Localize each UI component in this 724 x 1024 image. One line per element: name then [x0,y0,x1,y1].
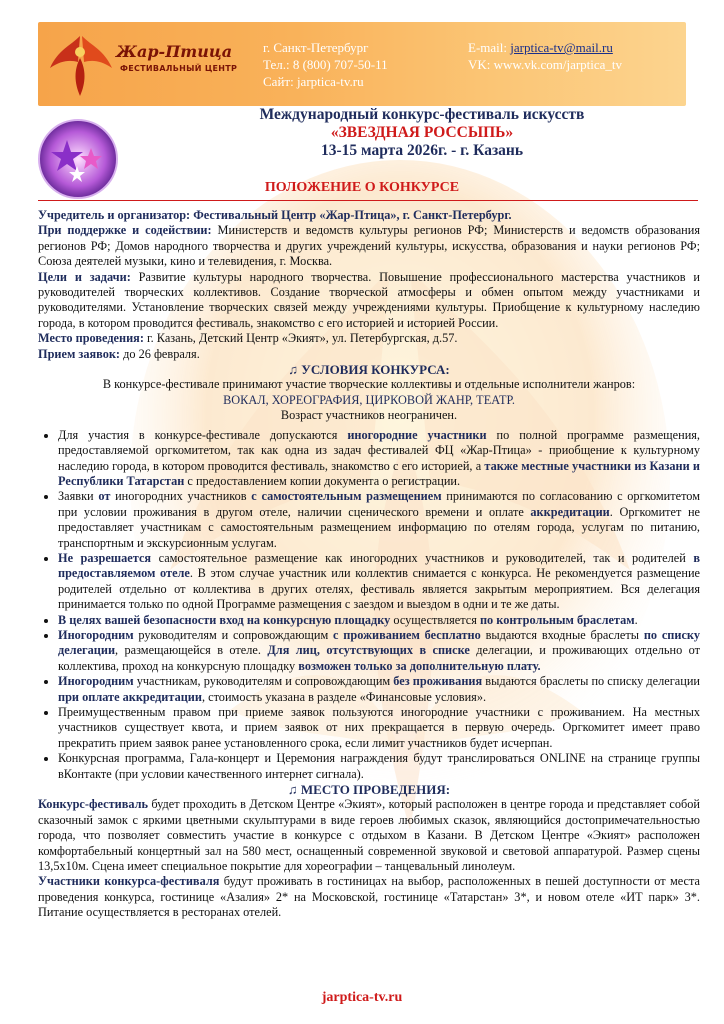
venue-paragraph-2 [38,874,700,920]
vk-link[interactable]: VK: www.vk.com/jarptica_tv [468,57,623,72]
site-text[interactable]: Сайт: jarptica-tv.ru [263,74,364,89]
text: с предоставлением копии документа о регистрации. [184,473,461,488]
bold-text: в предоставляемом отеле [58,550,700,581]
list-item [58,751,700,782]
logo-title: Жар-Птица [116,42,233,61]
text: выдаются входные браслеты [480,627,644,642]
conditions-list [38,428,700,782]
deadline-line [38,347,700,362]
list-item [58,628,700,674]
bold-text: Для лиц, отсутствующих в списке [267,643,470,658]
list-item [58,489,700,551]
text: самостоятельное размещение как иногородних участников и руководителей, так и родителей [151,550,694,565]
text: руководителям и сопровождающим [133,627,334,642]
text: . [634,612,638,627]
venue-heading: ♫ МЕСТО ПРОВЕДЕНИЯ: [287,782,451,798]
bold-text: с проживанием бесплатно [333,627,481,642]
text: делегации, и проживающих отдельно от коллектива, проход на конкурсную площадку [58,643,701,673]
contact-left [263,39,388,90]
text: Для участия в конкурсе-фестивале допускаются [58,427,348,442]
footer-site-link[interactable]: jarptica-tv.ru [321,990,403,1005]
bold-text: В целях вашей безопасности вход на конкурсную площадку [58,612,391,627]
festival-title [120,106,724,160]
text: , размещающейся в отеле. [115,643,268,658]
venue-p2-text: будут проживать в гостиницах на выбор, расположенных в пешей доступности от места проведения конкурса, гостинице «Азалия» 2* на Московской, гостинице «Татарстан» 3*, и новом отеле «ИТ парк» 3*. Питание осуществляется в ресторанах отелей. [38,874,700,920]
goals-label: Цели и задачи: [38,269,131,284]
city-text: г. Санкт-Петербург [263,40,369,55]
bold-text: Иногородним [58,627,134,642]
bold-text: без проживания [393,674,483,689]
age-note: Возраст участников неограничен. [280,408,458,423]
contact-right [468,39,622,73]
text: участникам, руководителям и сопровождающим [133,674,394,689]
bold-text: иногородние участники [347,427,487,442]
support-paragraph [38,223,700,269]
venue-text: г. Казань, Детский Центр «Экият», ул. Петербургская, д.57. [143,331,458,346]
venue-line [38,331,700,346]
text: выдаются браслеты по списку делегации [482,674,700,689]
list-item [58,674,700,705]
goals-text: Развитие культуры народного творчества. Повышение профессионального мастерства участников и руководителей творческих коллективов. Создание творческой атмосферы и обмен опытом между участниками и руководителями. Установление творческих связей между учреждениями культуры. Приобщение к культурному наследию города, в котором проводится фестиваль, знакомство с его историей и историей России. [38,269,700,330]
venue-p2-label: Участники конкурса-фестиваля [38,874,220,889]
venue-p1-label: Конкурс-фестиваль [38,797,148,812]
text: принимаются по согласованию с оргкомитетом при условии проживания в другом отеле, наличии сценического времени и оплате [58,489,700,519]
document-body [38,208,700,921]
text: . Оргкомитет не предоставляет участникам с самостоятельным размещением информацию по отелям города, услугам по питанию, транспортным и экскурсионным услугам. [58,504,700,550]
bold-text: аккредитации [530,504,610,519]
text: . В этом случае участник или коллектив снимается с конкурса. Не рекомендуется размещение родителей отдельно от коллектива в других отелях, фестиваль является закрытым мероприятием. Вся делегация принимается только по одной Программе размещения с заездом и выездом в одни и те же даты. [58,566,700,612]
deadline-text: до 26 февраля. [120,346,200,361]
list-item [58,705,700,751]
email-line [468,39,622,56]
email-link[interactable]: jarptica-tv@mail.ru [510,40,613,55]
title-line-2: «ЗВЕЗДНАЯ РОССЫПЬ» [330,124,514,141]
venue-p1-text: будет проходить в Детском Центре «Экият», который расположен в центре города и представляет собой сказочный замок с яркими цветными скульптурами в виде героев любимых сказок, являющийся достопримечательностью города, что позволяет совместить участие в конкурсе с отдыхом в Казани. В Детском Центре «Экият» расположен комфортабельный концертный зал на 580 мест, оснащенный современной звуковой и световой аппаратурой. Размер сцены 13,5х10м. Сцена имеет специальное покрытие для хореографии – танцевальный линолеум. [38,797,700,874]
header-banner [38,22,686,106]
phone-text: Тел.: 8 (800) 707-50-11 [263,57,388,72]
title-line-1: Международный конкурс-фестиваль искусств [259,106,585,123]
conditions-intro: В конкурсе-фестивале принимают участие творческие коллективы и отдельные исполнители жанров: [102,377,636,392]
bold-text: при оплате аккредитации [58,689,202,704]
text: Преимущественным правом при приеме заявок пользуются иногородние участники с проживанием. На местных участников существует квота, и прием заявок от них прекращается в первую очередь. Оргкомитет имеет право прекратить прием заявок ранее установленного срока, если лимит участников будет исчерпан. [58,705,700,750]
goals-paragraph [38,270,700,332]
firebird-logo-icon [44,28,116,100]
bold-text: возможен только за дополнительную плату. [298,658,541,673]
text: иногородних участников [110,489,252,504]
conditions-heading: ♫ УСЛОВИЯ КОНКУРСА: [288,362,450,378]
bold-text: также местные участники из Казани и Республики Татарстан [58,458,701,488]
text: , стоимость указана в разделе «Финансовые условия». [201,689,487,704]
bold-text: Иногородним [58,674,134,689]
venue-label: Место проведения: [38,331,144,346]
bold-text: с самостоятельным размещением [251,489,442,504]
support-label: При поддержке и содействии: [38,223,212,238]
genres-list: ВОКАЛ, ХОРЕОГРАФИЯ, ЦИРКОВОЙ ЖАНР, ТЕАТР. [223,392,515,407]
list-item [58,551,700,613]
founder-line [38,208,700,223]
bold-text: по контрольным браслетам [479,612,635,627]
email-label: E-mail: [468,40,511,55]
title-line-3: 13-15 марта 2026г. - г. Казань [320,142,524,159]
support-text: Министерств и ведомств культуры регионов РФ; Министерств и ведомств образования регионов РФ; Домов народного творчества и других учреждений культуры, искусства, образования и науки регионов РФ; Союза деятелей музыки, кино и телевидения, г. Москва. [38,223,700,269]
list-item [58,428,700,490]
text: осуществляется [390,612,480,627]
venue-paragraph-1 [38,797,700,874]
bold-text: по списку делегации [58,627,700,658]
divider [38,200,698,201]
bold-text: Не разрешается [58,550,152,565]
bold-text: от [98,489,111,504]
text: Заявки [58,489,99,504]
deadline-label: Прием заявок: [38,346,121,361]
text: Конкурсная программа, Гала-концерт и Церемония награждения будут транслироваться ONLINE на странице группы вКонтакте (при условии качественного интернет сигнала). [58,751,700,781]
founder-text: Учредитель и организатор: Фестивальный Центр «Жар-Птица», г. Санкт-Петербург. [38,208,512,222]
logo-subtitle: ФЕСТИВАЛЬНЫЙ ЦЕНТР [120,64,238,73]
section-main-title: ПОЛОЖЕНИЕ О КОНКУРСЕ [264,180,460,195]
list-item [58,613,700,628]
text: по полной программе размещения, предоставляемой оргкомитетом, так как одна из задач фестивалей ФЦ «Жар-Птица» - приобщение к культурному наследию города, в котором проводится фестиваль, знакомство с его историей, а [58,427,700,473]
